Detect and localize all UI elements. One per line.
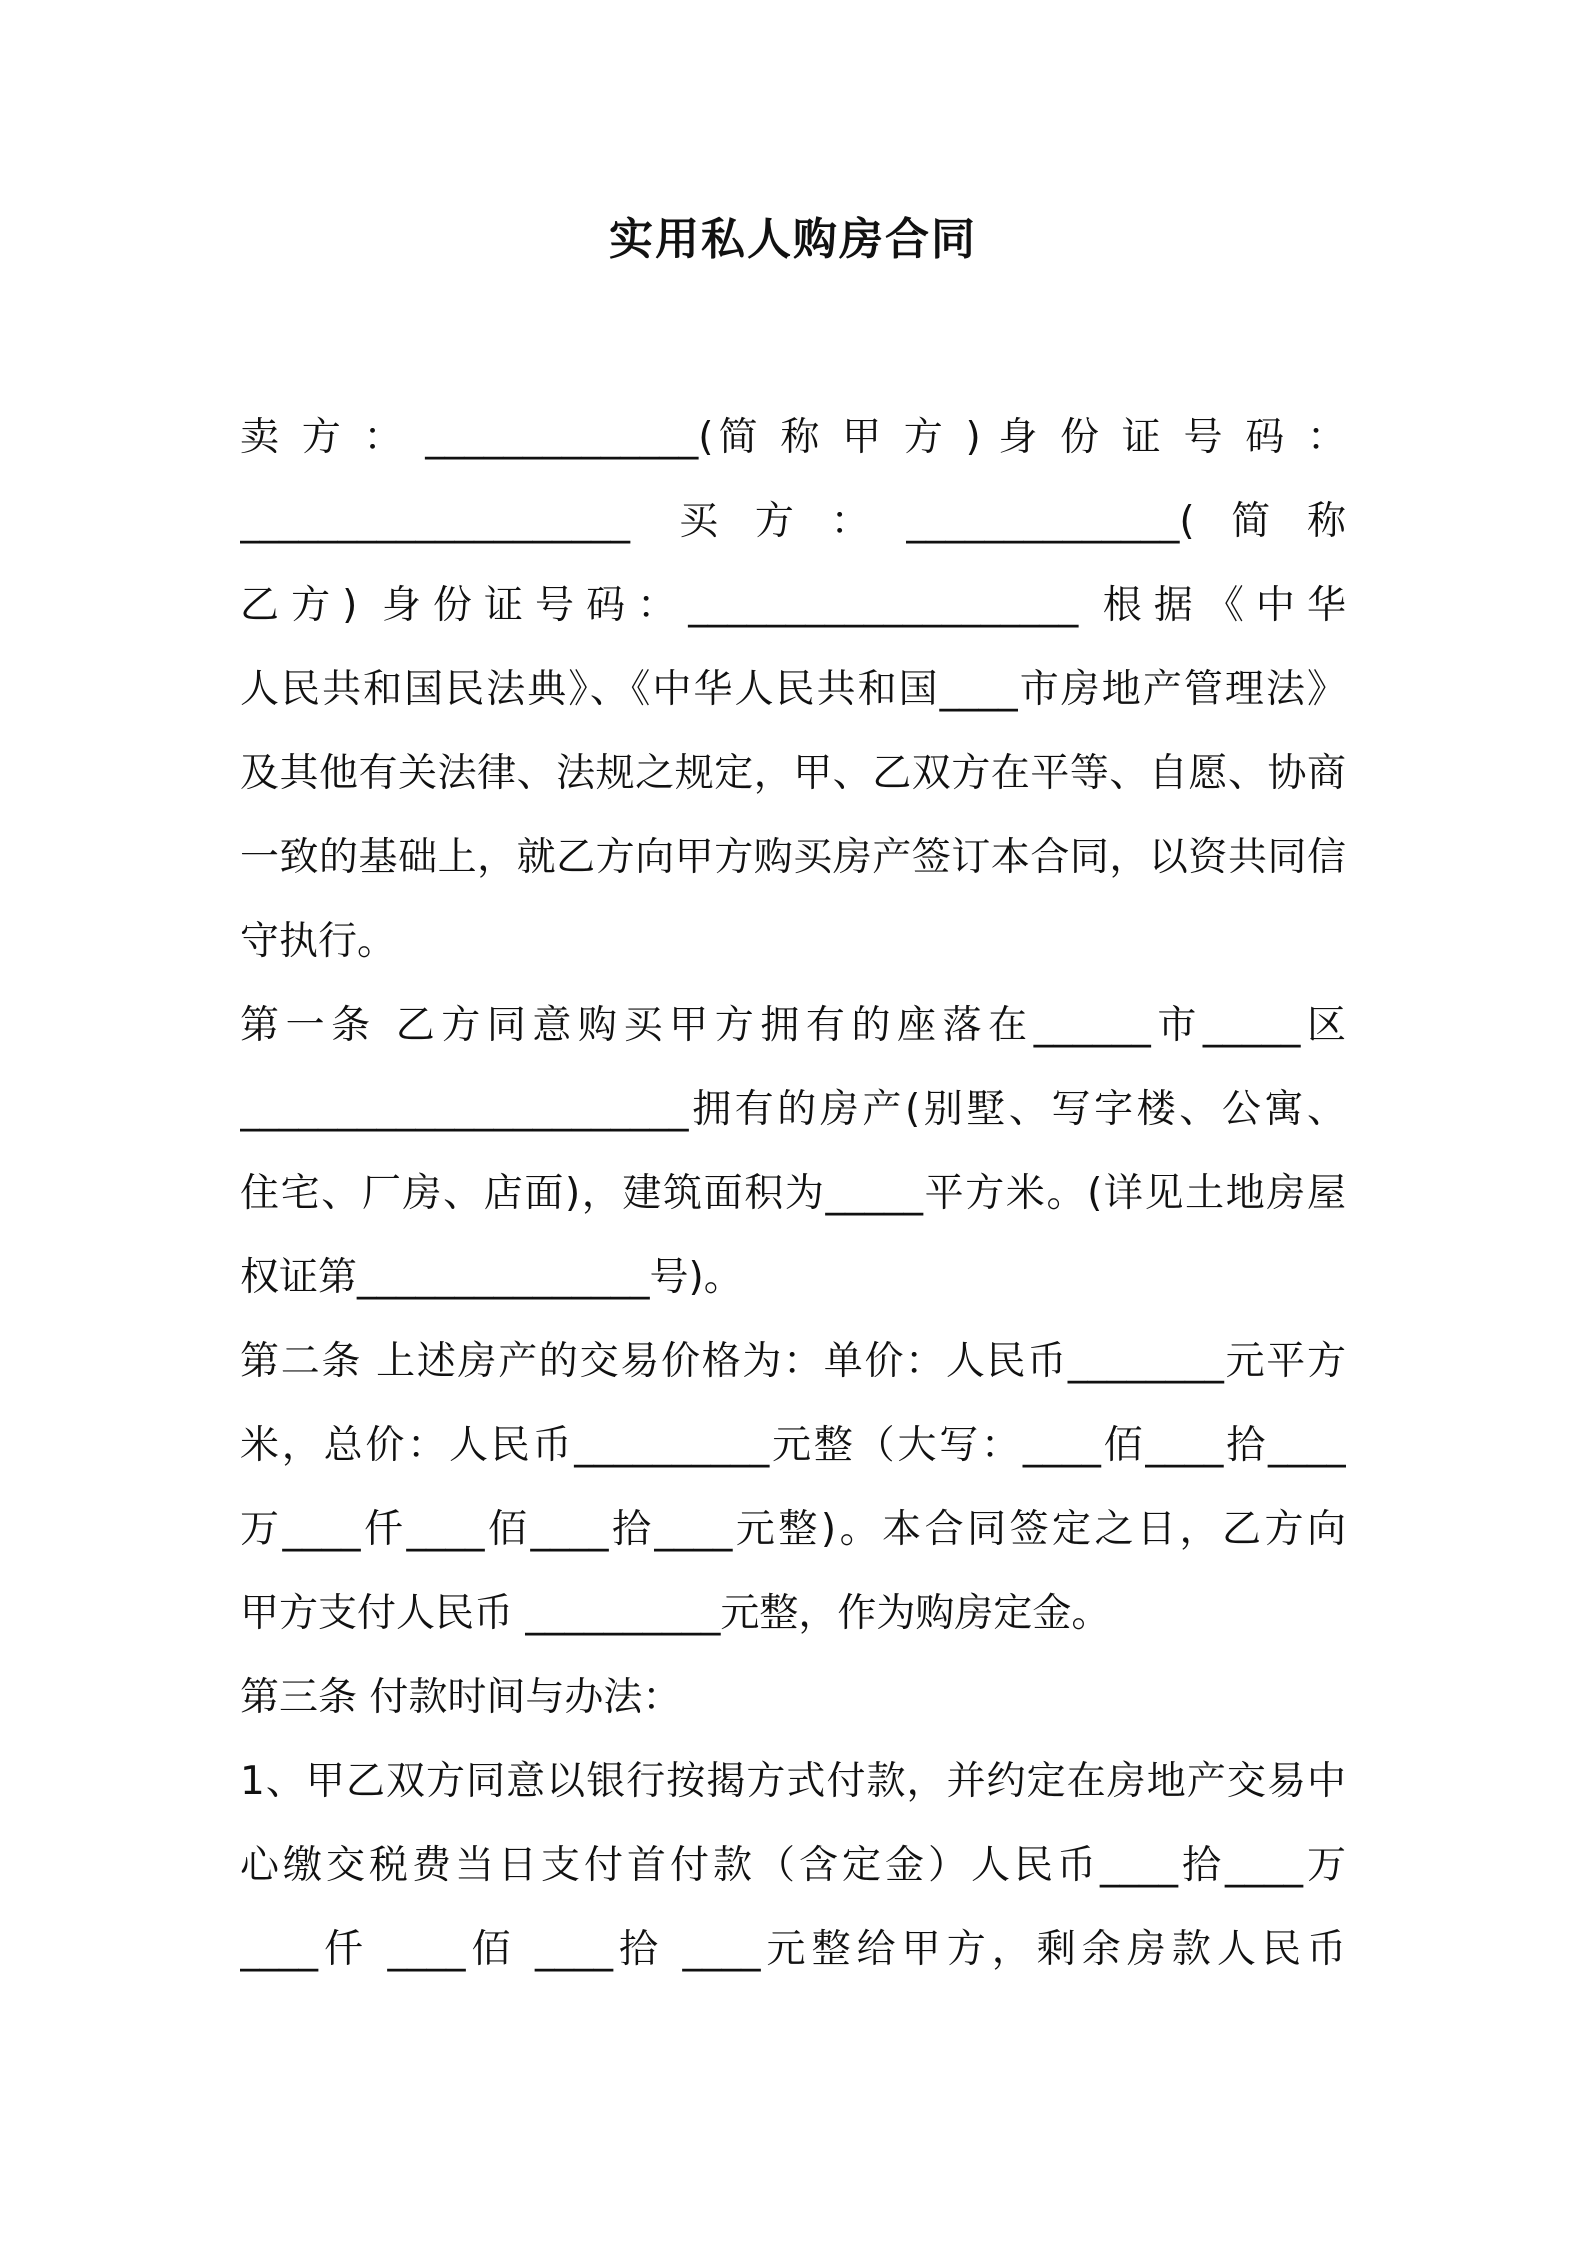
body-line: 1、甲乙双方同意以银行按揭方式付款，并约定在房地产交易中 (240, 1759, 1346, 1804)
body-line: ____仟 ____佰 ____拾 ____元整给甲方，剩余房款人民币 (240, 1927, 1346, 1972)
body-line: 心缴交税费当日支付首付款（含定金）人民币____拾____万 (240, 1843, 1346, 1888)
body-line: _______________________拥有的房产(别墅、写字楼、公寓、 (240, 1087, 1346, 1132)
body-line: 卖 方 ： ______________(简 称 甲 方 ) 身 份 证 号 码 ： (240, 415, 1346, 460)
body-line: 守执行。 (240, 919, 397, 964)
article-1-heading-line: 第一条 乙方同意购买甲方拥有的座落在______市_____区 (240, 1003, 1346, 1048)
article-3-heading-line: 第三条 付款时间与办法： (240, 1675, 682, 1720)
body-line: 住宅、厂房、店面)，建筑面积为_____平方米。(详见土地房屋 (240, 1171, 1346, 1216)
body-line: 乙方) 身份证号码：____________________ 根据《中华 (240, 583, 1346, 628)
document-title: 实用私人购房合同 (609, 214, 977, 265)
article-2-heading-line: 第二条 上述房产的交易价格为：单价：人民币________元平方 (240, 1339, 1346, 1384)
body-line: 权证第_______________号)。 (240, 1255, 743, 1300)
body-line: 一致的基础上，就乙方向甲方购买房产签订本合同，以资共同信 (240, 835, 1346, 880)
body-line: 米，总价：人民币__________元整（大写：____佰____拾____ (240, 1423, 1346, 1468)
body-line: 万____仟____佰____拾____元整)。本合同签定之日，乙方向 (240, 1507, 1346, 1552)
body-line: ____________________ 买方：______________(简称 (240, 499, 1346, 544)
body-line: 及其他有关法律、法规之规定，甲、乙双方在平等、自愿、协商 (240, 751, 1346, 796)
body-line: 人民共和国民法典》、《中华人民共和国____市房地产管理法》 (240, 667, 1346, 712)
body-line: 甲方支付人民币 __________元整，作为购房定金。 (240, 1591, 1111, 1636)
